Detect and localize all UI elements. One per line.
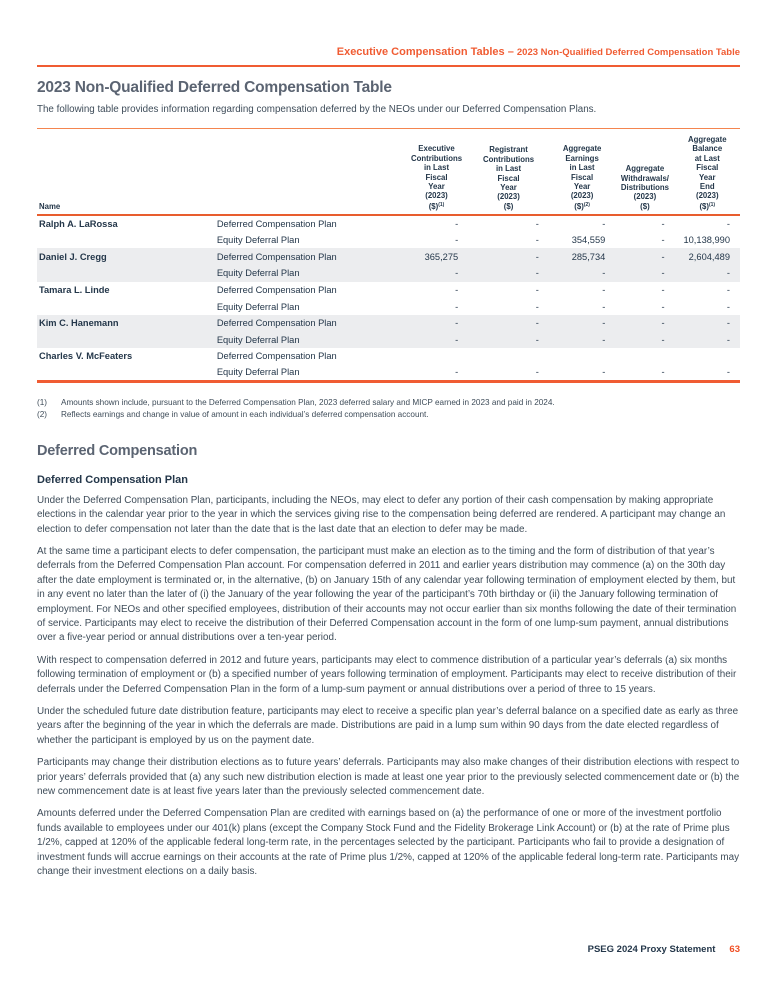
- cell-value: -: [455, 318, 459, 329]
- cell-name: [37, 298, 216, 315]
- cell-value: [549, 348, 615, 365]
- cell-value: -: [455, 301, 459, 312]
- cell-value: 10,138,990: [683, 235, 730, 246]
- running-header-section: Executive Compensation Tables –: [336, 46, 517, 58]
- cell-value: -: [602, 367, 606, 378]
- cell-value: -: [602, 301, 606, 312]
- table-row: [37, 232, 740, 249]
- footnote-text: Reflects earnings and change in value of amount in each individual’s deferred compensation account.: [61, 409, 429, 419]
- cell-value: -: [455, 219, 459, 230]
- column-header-plan: [216, 129, 405, 216]
- cell-value: -: [535, 251, 539, 262]
- section-title: Deferred Compensation: [37, 442, 198, 459]
- cell-name: Charles V. McFeaters: [39, 351, 133, 362]
- cell-value: -: [726, 219, 730, 230]
- cell-plan: Deferred Compensation Plan: [216, 219, 337, 230]
- running-header: [37, 0, 740, 67]
- cell-value: -: [661, 367, 665, 378]
- cell-value: -: [455, 235, 459, 246]
- cell-plan: Equity Deferral Plan: [216, 367, 300, 378]
- table-row: [37, 265, 740, 282]
- cell-value: -: [661, 301, 665, 312]
- cell-name: [37, 331, 216, 348]
- cell-value: -: [661, 334, 665, 345]
- cell-plan: Deferred Compensation Plan: [216, 351, 337, 362]
- cell-value: -: [602, 268, 606, 279]
- cell-value: -: [726, 334, 730, 345]
- footnotes: [37, 397, 740, 421]
- table-row: [37, 365, 740, 382]
- cell-value: -: [602, 318, 606, 329]
- body-paragraph: Under the Deferred Compensation Plan, participants, including the NEOs, may elect to defer any portion of their cash compensation by making appropriate elections in the calendar year prior to the year in which the services giving rise to the compensation being deferred are rendered. A participant may change an election to defer compensation not later than the date that is the last date that an election to defer may be made.: [37, 494, 726, 535]
- column-header-5: Aggregate Balance at Last Fiscal Year End (2023) ($)$^{(1)}$: [688, 135, 727, 211]
- cell-value: -: [535, 334, 539, 345]
- cell-value: [615, 348, 674, 365]
- cell-plan: Equity Deferral Plan: [216, 268, 300, 279]
- body-paragraph: Under the scheduled future date distribution feature, participants may elect to receive a specific plan year’s deferral balance on a specified date as early as three years after the beginning of the year in which the deferrals are made. Distributions are paid in a lump sum within 90 days from the date elected regardless of whether the participant is employed by us on the payment date.: [37, 705, 739, 746]
- page-title: 2023 Non-Qualified Deferred Compensation Table: [37, 79, 392, 96]
- cell-value: -: [535, 318, 539, 329]
- cell-value: -: [455, 268, 459, 279]
- table-row: [37, 298, 740, 315]
- cell-value: 354,559: [571, 235, 606, 246]
- cell-value: -: [602, 334, 606, 345]
- cell-name: Kim C. Hanemann: [39, 318, 119, 329]
- cell-name: [37, 232, 216, 249]
- cell-value: 365,275: [424, 251, 459, 262]
- cell-value: -: [602, 284, 606, 295]
- cell-value: -: [535, 268, 539, 279]
- table-row: [37, 215, 740, 232]
- cell-name: Daniel J. Cregg: [39, 251, 107, 262]
- cell-value: -: [535, 301, 539, 312]
- cell-value: -: [726, 318, 730, 329]
- cell-name: [37, 265, 216, 282]
- cell-plan: Equity Deferral Plan: [216, 235, 300, 246]
- cell-plan: Deferred Compensation Plan: [216, 251, 337, 262]
- cell-value: -: [455, 334, 459, 345]
- cell-value: -: [455, 367, 459, 378]
- table-row: [37, 331, 740, 348]
- cell-plan: Deferred Compensation Plan: [216, 318, 337, 329]
- cell-value: -: [726, 284, 730, 295]
- cell-name: Tamara L. Linde: [39, 284, 110, 295]
- table-row: [37, 248, 740, 265]
- subsection-title: Deferred Compensation Plan: [37, 473, 188, 486]
- cell-value: -: [535, 235, 539, 246]
- cell-plan: Equity Deferral Plan: [216, 301, 300, 312]
- cell-value: -: [726, 268, 730, 279]
- cell-value: -: [661, 251, 665, 262]
- column-header-2: Registrant Contributions in Last Fiscal Year (2023) ($): [482, 145, 535, 211]
- body-paragraph: Participants may change their distribution elections as to future years’ deferrals. Participants may also make changes of their distribution elections with respect to prior years’ deferrals provided that (a) any such new distribution election is made at least one year prior to the previously selected commencement date or (b) the new commencement date is at least five years later than the previously selected commencement date.: [37, 757, 740, 797]
- cell-value: -: [661, 284, 665, 295]
- column-header-name: Name: [39, 201, 61, 211]
- table-row: [37, 348, 740, 365]
- footer-page-number: 63: [729, 944, 740, 955]
- cell-value: -: [661, 219, 665, 230]
- body-paragraph: At the same time a participant elects to defer compensation, the participant must make an election as to the timing and the form of distribution of that year’s deferrals from the Deferred Compensation Plan account. For compensation deferred in 2011 and earlier years distribution may commence (a) on the 30th day after the date employment is terminated or, in the alternative, (b) on January 15th of any calendar year following termination of employment elected by them, but in any event no later than the later of (i) the January of the year following the year of the participant’s 70th birthday or (ii) the January following termination of employment. For NEOs and other specified employees, distribution of their accounts may not occur earlier than six months following the date of their termination of service. Participants may elect to receive the distribution of their Deferred Compensation account in the form of one lump-sum payment, annual distributions over a five-year period or annual distributions over a ten-year period.: [37, 545, 737, 644]
- cell-plan: Deferred Compensation Plan: [216, 284, 337, 295]
- cell-name: Ralph A. LaRossa: [39, 219, 118, 230]
- footnote-number: (2): [37, 409, 48, 419]
- cell-value: -: [661, 318, 665, 329]
- footer-document-title: PSEG 2024 Proxy Statement: [587, 944, 716, 955]
- cell-value: -: [661, 235, 665, 246]
- cell-value: -: [535, 284, 539, 295]
- table-header-row: [37, 129, 740, 216]
- table-row: [37, 315, 740, 332]
- footnote: [37, 397, 740, 409]
- body-paragraph: Amounts deferred under the Deferred Compensation Plan are credited with earnings based on (a) the performance of one or more of the investment portfolio funds available to employees under our 401(k) plans (except the Company Stock Fund and the Fidelity Brokerage Link Account) or (b) at the rate of Prime plus 1/2%, capped at 120% of the applicable federal long-term rate, in the percentages selected by the participant. Participants who fail to provide a designation of investment funds will accrue earnings on their accounts at the rate of Prime plus 1/2%, capped at 120% of the applicable federal long-term rate. Participants may change their investment elections on a daily basis.: [37, 808, 740, 878]
- cell-value: -: [661, 268, 665, 279]
- cell-value: 285,734: [571, 251, 606, 262]
- cell-name: [37, 365, 216, 382]
- cell-plan: Equity Deferral Plan: [216, 334, 300, 345]
- running-header-subsection: 2023 Non-Qualified Deferred Compensation Table: [516, 47, 740, 58]
- column-header-1: Executive Contributions in Last Fiscal Year (2023) ($)$^{(1)}$: [410, 144, 463, 211]
- body-paragraphs: [37, 494, 740, 880]
- cell-value: -: [726, 301, 730, 312]
- page-footer: [588, 944, 740, 955]
- page-content: [37, 0, 740, 879]
- table-row: [37, 282, 740, 299]
- cell-value: 2,604,489: [688, 251, 730, 262]
- cell-value: [675, 348, 740, 365]
- cell-value: -: [535, 367, 539, 378]
- footnote-number: (1): [37, 397, 48, 407]
- intro-paragraph: The following table provides information regarding compensation deferred by the NEOs under our Deferred Compensation Plans.: [37, 104, 597, 115]
- column-header-3: Aggregate Earnings in Last Fiscal Year (2023) ($)$^{(2)}$: [562, 144, 602, 211]
- cell-value: -: [455, 284, 459, 295]
- footnote-text: Amounts shown include, pursuant to the Deferred Compensation Plan, 2023 deferred salary and MICP earned in 2023 and paid in 2024.: [61, 397, 555, 407]
- footnote: [37, 409, 740, 421]
- body-paragraph: With respect to compensation deferred in 2012 and future years, participants may elect to commence distribution of a particular year’s deferrals (a) six months following termination of employment or (b) a specified number of years following termination of employment. Participants may elect to receive distribution of their deferrals under the Deferred Compensation Plan in the form of a lump-sum payment or annual distributions over a period of three to 15 years.: [37, 654, 737, 695]
- column-header-4: Aggregate Withdrawals/ Distributions (2023) ($): [620, 164, 669, 211]
- cell-value: -: [535, 219, 539, 230]
- cell-value: [405, 348, 468, 365]
- deferred-compensation-table: [37, 128, 740, 383]
- cell-value: -: [726, 367, 730, 378]
- cell-value: -: [602, 219, 606, 230]
- cell-value: [468, 348, 549, 365]
